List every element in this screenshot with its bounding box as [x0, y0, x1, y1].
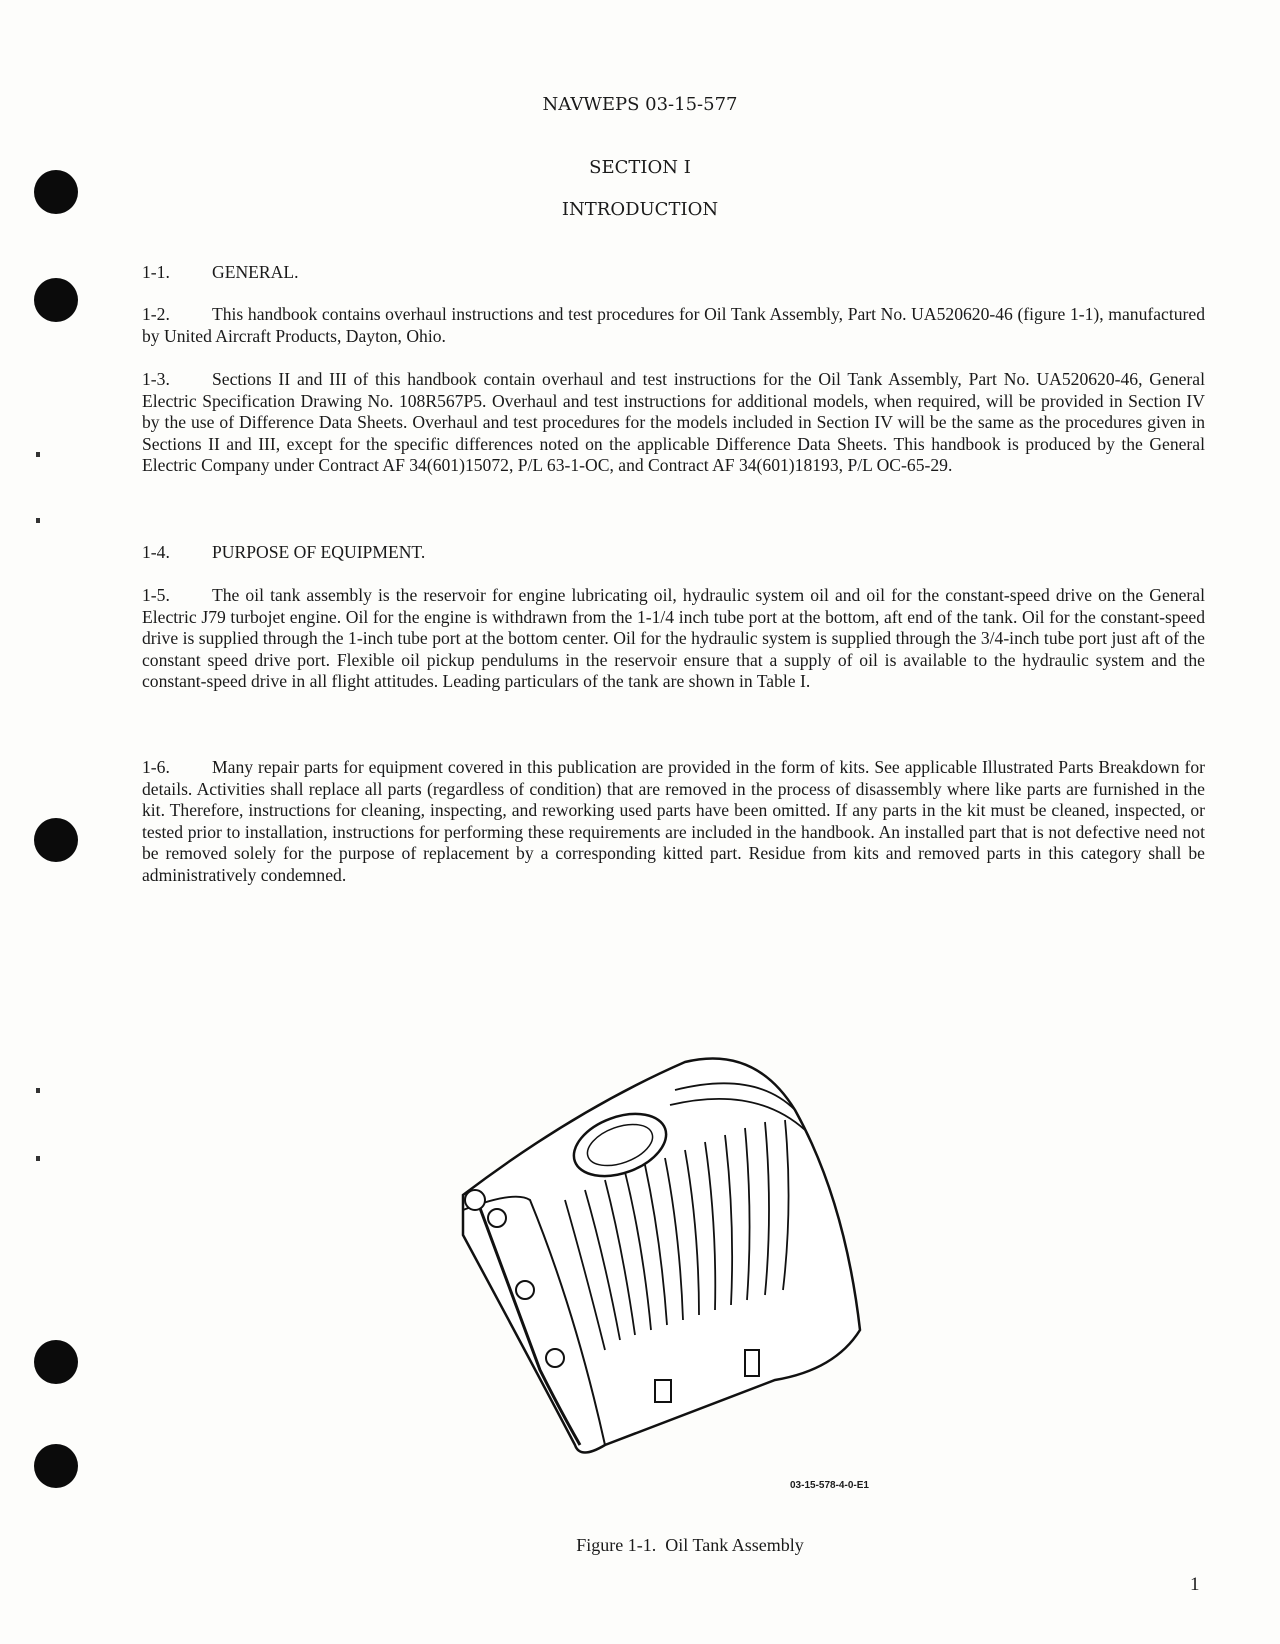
scan-speck — [36, 518, 40, 523]
binder-hole — [34, 1340, 78, 1384]
paragraph-1-2: 1-2. This handbook contains overhaul instructions and test procedures for Oil Tank Assembly, Part No. UA520620-46 (figure 1-1), manufactured by United Aircraft Products, Dayton, Ohio. — [142, 304, 1205, 346]
section-heading: SECTION I — [589, 157, 691, 178]
scan-speck — [36, 1088, 40, 1093]
binder-hole — [34, 818, 78, 862]
paragraph-1-3: 1-3. Sections II and III of this handbook contain overhaul and test instructions for the Oil Tank Assembly, Part No. UA520620-46, General Electric Specification Drawing No. 108R567P5. Overhaul and test instructions for additional models, when required, will be provided in Section IV by the use of Difference Data Sheets. Overhaul and test procedures for the models included in Section IV will be the same as the procedures given in Sections II and III, except for the specific differences noted on the applicable Difference Data Sheets. This handbook is produced by the General Electric Company under Contract AF 34(601)15072, P/L 63-1-OC, and Contract AF 34(601)18193, P/L OC-65-29. — [142, 369, 1205, 476]
heading-purpose: 1-4. PURPOSE OF EQUIPMENT. — [142, 542, 426, 562]
scan-speck — [36, 1156, 40, 1161]
figure-caption: Figure 1-1. Oil Tank Assembly — [576, 1535, 804, 1555]
scan-speck — [36, 452, 40, 457]
heading-general: 1-1. GENERAL. — [142, 262, 299, 282]
oil-tank-illustration — [455, 1050, 875, 1460]
figure-id-label: 03-15-578-4-0-E1 — [790, 1480, 869, 1491]
page-number: 1 — [1190, 1574, 1200, 1595]
section-title: INTRODUCTION — [561, 199, 719, 220]
paragraph-1-5: 1-5. The oil tank assembly is the reservoir for engine lubricating oil, hydraulic system oil and oil for the constant-speed drive on the General Electric J79 turbojet engine. Oil for the engine is withdrawn from the 1-1/4 inch tube port at the bottom, aft end of the tank. Oil for the constant-speed drive is supplied through the 1-inch tube port at the bottom center. Oil for the hydraulic system is supplied through the 3/4-inch tube port just aft of the constant speed drive port. Flexible oil pickup pendulums in the reservoir ensure that a supply of oil is available to the hydraulic system and the constant-speed drive in all flight attitudes. Leading particulars of the tank are shown in Table I. — [142, 585, 1205, 692]
document-number: NAVWEPS 03-15-577 — [542, 94, 738, 115]
binder-hole — [34, 1444, 78, 1488]
binder-hole — [34, 278, 78, 322]
paragraph-1-6: 1-6. Many repair parts for equipment covered in this publication are provided in the form of kits. See applicable Illustrated Parts Breakdown for details. Activities shall replace all parts (regardless of condition) that are removed in the process of disassembly where like parts are furnished in the kit. Therefore, instructions for cleaning, inspecting, and reworking used parts have been omitted. If any parts in the kit must be cleaned, inspected, or tested prior to installation, instructions for performing these requirements are included in the handbook. An installed part that is not defective need not be removed solely for the purpose of replacement by a corresponding kitted part. Residue from kits and removed parts in this category shall be administratively condemned. — [142, 757, 1205, 885]
